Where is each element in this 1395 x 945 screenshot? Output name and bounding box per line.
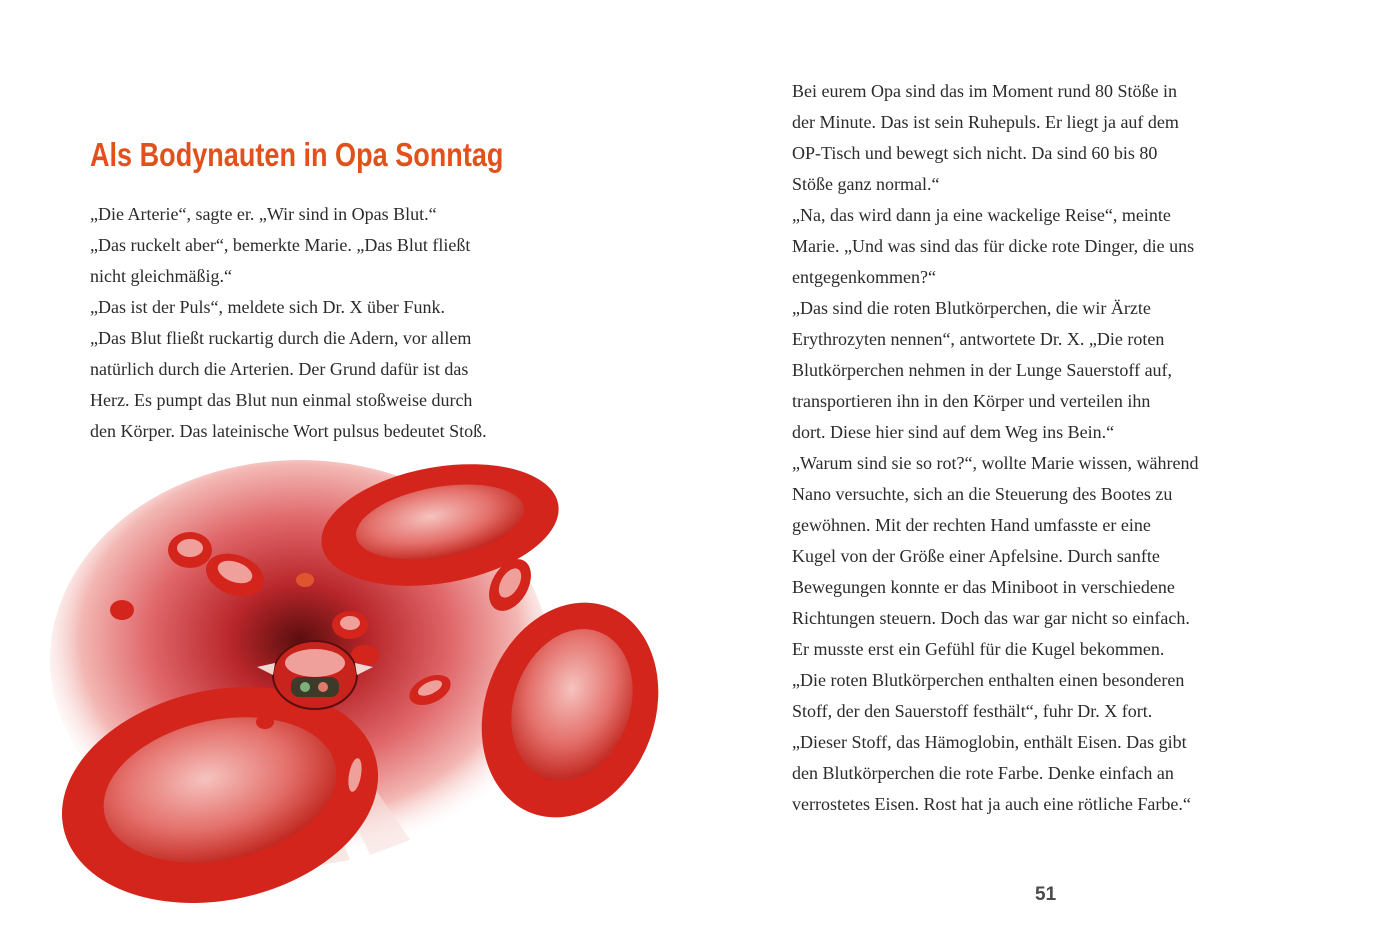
right-body-text <box>792 76 1322 820</box>
page-number: 51 <box>1035 884 1057 905</box>
text-line: „Das Blut fließt ruckartig durch die Adern, vor allem <box>90 328 472 348</box>
blood-cells-illustration <box>50 460 670 930</box>
text-line: Marie. „Und was sind das für dicke rote Dinger, die uns <box>792 236 1195 256</box>
text-line: Nano versuchte, sich an die Steuerung des Bootes zu <box>792 484 1173 504</box>
text-line: Kugel von der Größe einer Apfelsine. Durch sanfte <box>792 546 1160 566</box>
left-body-text <box>90 199 620 447</box>
text-line: „Die Arterie“, sagte er. „Wir sind in Opas Blut.“ <box>90 204 437 224</box>
text-line: OP-Tisch und bewegt sich nicht. Da sind 60 bis 80 <box>792 143 1158 163</box>
text-line: Richtungen steuern. Doch das war gar nicht so einfach. <box>792 608 1190 628</box>
text-line: Er musste erst ein Gefühl für die Kugel bekommen. <box>792 639 1165 659</box>
text-line: „Dieser Stoff, das Hämoglobin, enthält Eisen. Das gibt <box>792 732 1187 752</box>
right-page <box>697 0 1395 945</box>
text-line: natürlich durch die Arterien. Der Grund dafür ist das <box>90 359 469 379</box>
text-line: „Die roten Blutkörperchen enthalten einen besonderen <box>792 670 1185 690</box>
text-line: „Na, das wird dann ja eine wackelige Reise“, meinte <box>792 205 1171 225</box>
text-line: gewöhnen. Mit der rechten Hand umfasste er eine <box>792 515 1151 535</box>
text-line: „Das sind die roten Blutkörperchen, die wir Ärzte <box>792 298 1151 318</box>
text-line: „Das ruckelt aber“, bemerkte Marie. „Das Blut fließt <box>90 235 471 255</box>
text-line: Herz. Es pumpt das Blut nun einmal stoßweise durch <box>90 390 473 410</box>
left-page <box>0 0 697 945</box>
text-line: transportieren ihn in den Körper und verteilen ihn <box>792 391 1151 411</box>
text-line: „Warum sind sie so rot?“, wollte Marie wissen, während <box>792 453 1199 473</box>
text-line: Bei eurem Opa sind das im Moment rund 80 Stöße in <box>792 81 1177 101</box>
text-line: Erythrozyten nennen“, antwortete Dr. X. „Die roten <box>792 329 1165 349</box>
text-line: Stoff, der den Sauerstoff festhält“, fuhr Dr. X fort. <box>792 701 1153 721</box>
text-line: dort. Diese hier sind auf dem Weg ins Bein.“ <box>792 422 1115 442</box>
text-line: Blutkörperchen nehmen in der Lunge Sauerstoff auf, <box>792 360 1173 380</box>
text-line: Stöße ganz normal.“ <box>792 174 940 194</box>
chapter-heading: Als Bodynauten in Opa Sonntag <box>90 136 504 173</box>
text-line: verrostetes Eisen. Rost hat ja auch eine rötliche Farbe.“ <box>792 794 1191 814</box>
text-line: entgegenkommen?“ <box>792 267 936 287</box>
text-line: Bewegungen konnte er das Miniboot in verschiedene <box>792 577 1175 597</box>
text-line: der Minute. Das ist sein Ruhepuls. Er liegt ja auf dem <box>792 112 1179 132</box>
text-line: den Körper. Das lateinische Wort pulsus bedeutet Stoß. <box>90 421 487 441</box>
text-line: „Das ist der Puls“, meldete sich Dr. X über Funk. <box>90 297 445 317</box>
text-line: nicht gleichmäßig.“ <box>90 266 232 286</box>
text-line: den Blutkörperchen die rote Farbe. Denke einfach an <box>792 763 1174 783</box>
